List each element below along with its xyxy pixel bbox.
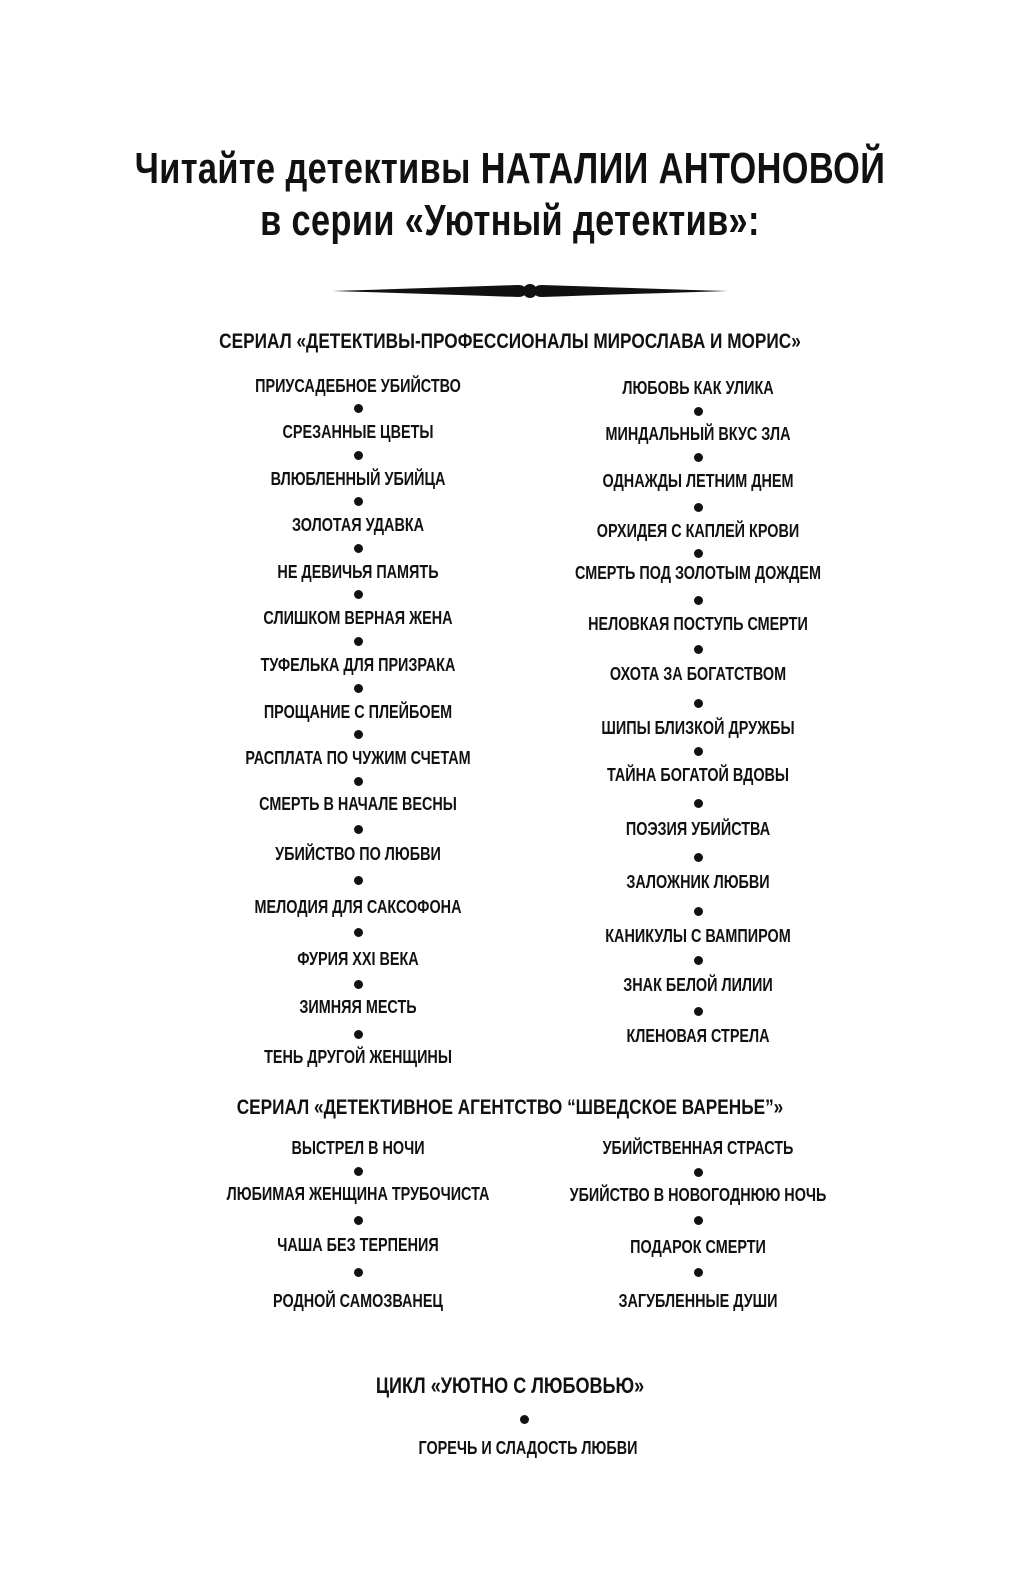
book-title: ГОРЕЧЬ И СЛАДОСТЬ ЛЮБВИ [418,1438,638,1458]
bullet-dot-icon [354,825,363,834]
bullet-dot-icon [354,1167,363,1176]
bullet-dot-icon [354,1216,363,1225]
book-title: ТЕНЬ ДРУГОЙ ЖЕНЩИНЫ [264,1047,452,1067]
book-title: УБИЙСТВО В НОВОГОДНЮЮ НОЧЬ [569,1185,827,1205]
book-title: ВЛЮБЛЕННЫЙ УБИЙЦА [270,469,446,489]
page-title-line-2: в серии «Уютный детектив»: [260,196,760,245]
bullet-dot-icon [694,853,703,862]
book-title: ЛЮБИМАЯ ЖЕНЩИНА ТРУБОЧИСТА [226,1184,490,1204]
bullet-dot-icon [694,699,703,708]
book-title: ПОЭЗИЯ УБИЙСТВА [625,819,771,839]
book-title: ТАЙНА БОГАТОЙ ВДОВЫ [606,765,790,785]
page-title-line-1: Читайте детективы НАТАЛИИ АНТОНОВОЙ [134,144,886,193]
book-title: КАНИКУЛЫ С ВАМПИРОМ [605,926,791,946]
bullet-dot-icon [694,1216,703,1225]
book-title: ТУФЕЛЬКА ДЛЯ ПРИЗРАКА [260,655,456,675]
book-title: ПРИУСАДЕБНОЕ УБИЙСТВО [255,376,461,396]
book-title: НЕ ДЕВИЧЬЯ ПАМЯТЬ [277,562,439,582]
book-title: ОРХИДЕЯ С КАПЛЕЙ КРОВИ [596,521,800,541]
bullet-dot-icon [354,730,363,739]
bullet-dot-icon [354,590,363,599]
book-title: ЧАША БЕЗ ТЕРПЕНИЯ [277,1235,439,1255]
bullet-dot-icon [354,637,363,646]
book-title: ПРОЩАНИЕ С ПЛЕЙБОЕМ [263,702,453,722]
cycle-heading: ЦИКЛ «УЮТНО С ЛЮБОВЬЮ» [375,1373,645,1398]
bullet-dot-icon [694,747,703,756]
bullet-dot-icon [694,907,703,916]
bullet-dot-icon [694,956,703,965]
book-title: ОДНАЖДЫ ЛЕТНИМ ДНЕМ [602,471,794,491]
bullet-dot-icon [354,404,363,413]
bullet-dot-icon [354,980,363,989]
book-title: ПОДАРОК СМЕРТИ [630,1237,766,1257]
book-title: ФУРИЯ XXI ВЕКА [297,949,419,969]
bullet-dot-icon [694,799,703,808]
bullet-dot-icon [694,1168,703,1177]
book-title: СМЕРТЬ ПОД ЗОЛОТЫМ ДОЖДЕМ [574,563,821,583]
book-title: УБИЙСТВЕННАЯ СТРАСТЬ [602,1138,794,1158]
decorative-divider-icon [330,280,730,302]
book-title: СМЕРТЬ В НАЧАЛЕ ВЕСНЫ [259,794,457,814]
book-title: НЕЛОВКАЯ ПОСТУПЬ СМЕРТИ [588,614,808,634]
bullet-dot-icon [694,503,703,512]
bullet-dot-icon [354,684,363,693]
book-title: СРЕЗАННЫЕ ЦВЕТЫ [282,422,434,442]
book-title: ОХОТА ЗА БОГАТСТВОМ [609,664,787,684]
book-title: УБИЙСТВО ПО ЛЮБВИ [275,844,441,864]
bullet-dot-icon [694,1268,703,1277]
series-2-heading: СЕРИАЛ «ДЕТЕКТИВНОЕ АГЕНТСТВО “ШВЕДСКОЕ ВАРЕНЬЕ”» [236,1096,784,1119]
bullet-dot-icon [354,928,363,937]
book-title: ЗИМНЯЯ МЕСТЬ [299,997,417,1017]
book-title: ЗАЛОЖНИК ЛЮБВИ [626,872,770,892]
book-title: СЛИШКОМ ВЕРНАЯ ЖЕНА [263,608,453,628]
bullet-dot-icon [694,645,703,654]
bullet-dot-icon [354,876,363,885]
book-title: ЗНАК БЕЛОЙ ЛИЛИИ [623,975,773,995]
bullet-dot-icon [354,544,363,553]
bullet-dot-icon [354,1268,363,1277]
bullet-dot-icon [520,1415,529,1424]
book-title: МИНДАЛЬНЫЙ ВКУС ЗЛА [605,424,791,444]
book-title: ЛЮБОВЬ КАК УЛИКА [622,378,774,398]
bullet-dot-icon [354,497,363,506]
series-1-heading: СЕРИАЛ «ДЕТЕКТИВЫ-ПРОФЕССИОНАЛЫ МИРОСЛАВА И МОРИС» [219,330,801,353]
book-title: ЗОЛОТАЯ УДАВКА [291,515,425,535]
bullet-dot-icon [694,596,703,605]
book-title: КЛЕНОВАЯ СТРЕЛА [626,1026,770,1046]
book-title: ЗАГУБЛЕННЫЕ ДУШИ [618,1291,778,1311]
bullet-dot-icon [694,453,703,462]
bullet-dot-icon [694,407,703,416]
book-title: РАСПЛАТА ПО ЧУЖИМ СЧЕТАМ [245,748,471,768]
book-title: РОДНОЙ САМОЗВАНЕЦ [273,1291,443,1311]
bullet-dot-icon [354,1030,363,1039]
bullet-dot-icon [354,777,363,786]
book-title: ШИПЫ БЛИЗКОЙ ДРУЖБЫ [601,718,795,738]
book-title: МЕЛОДИЯ ДЛЯ САКСОФОНА [254,897,462,917]
bullet-dot-icon [694,1007,703,1016]
bullet-dot-icon [354,451,363,460]
book-title: ВЫСТРЕЛ В НОЧИ [291,1138,425,1158]
bullet-dot-icon [694,549,703,558]
